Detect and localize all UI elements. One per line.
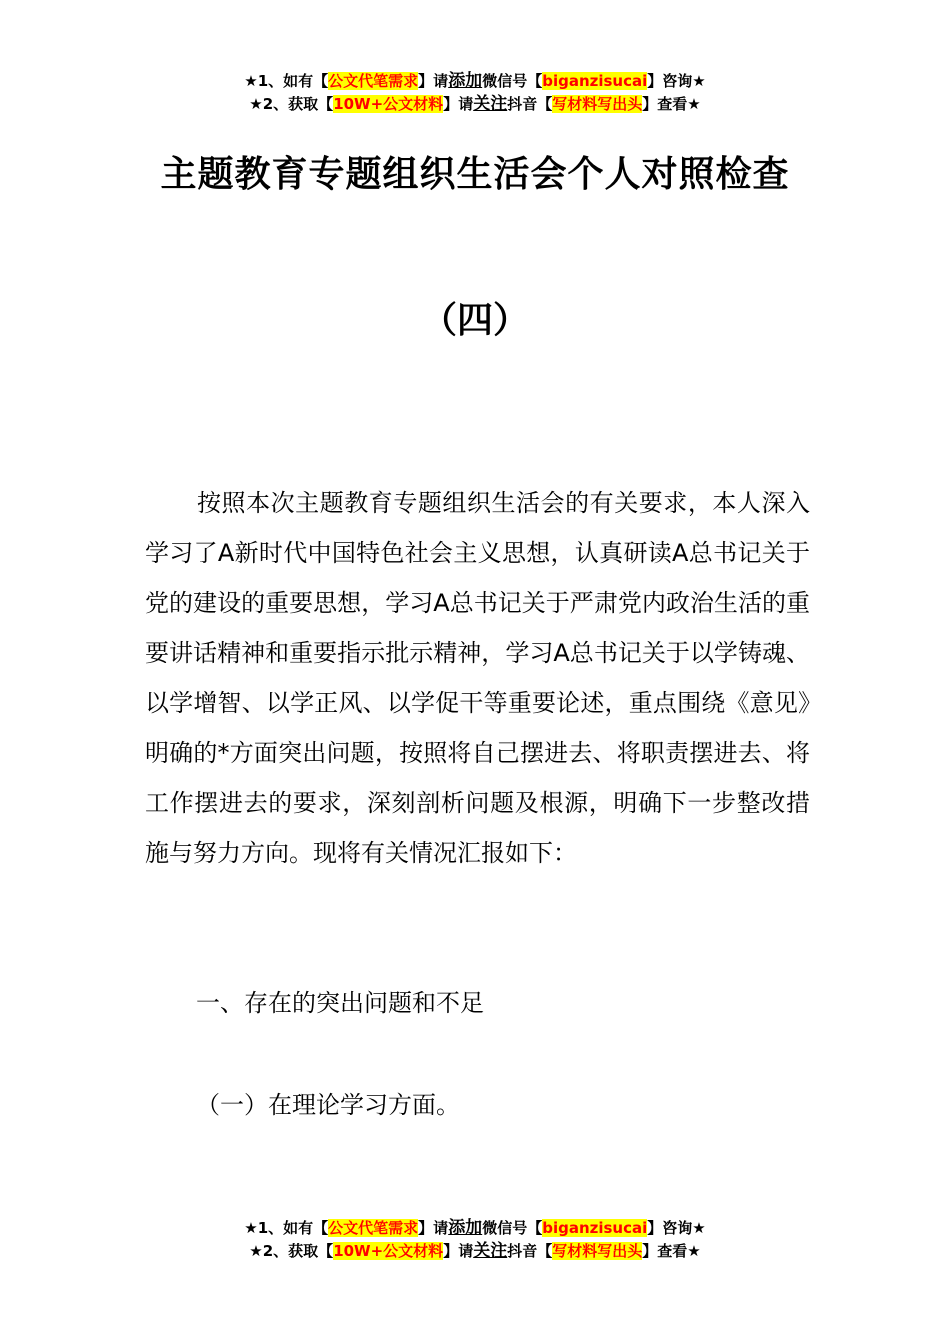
intro-paragraph: 按照本次主题教育专题组织生活会的有关要求，本人深入学习了A新时代中国特色社会主义思想，认真研读A总书记关于党的建设的重要思想，学习A总书记关于严肃党内政治生活的重要讲话精神和重要指示批示精神，学习A总书记关于以学铸魂、以学增智、以学正风、以学促干等重要论述，重点围绕《意见》明确的*方面突出问题，按照将自己摆进去、将职责摆进去、将工作摆进去的要求，深刻剖析问题及根源，明确下一步整改措施与努力方向。现将有关情况汇报如下： bbox=[145, 489, 810, 867]
footer-promo-banner bbox=[0, 1217, 950, 1263]
promo-underlined: 添加 bbox=[448, 1218, 483, 1238]
promo-line-2 bbox=[0, 93, 950, 116]
promo-highlight: 写材料写出头 bbox=[552, 1242, 643, 1260]
promo-text: 】请 bbox=[443, 95, 474, 113]
promo-highlight: biganzisucai bbox=[542, 72, 648, 90]
promo-text: 】咨询★ bbox=[647, 1219, 706, 1237]
promo-highlight: 10W+公文材料 bbox=[333, 1242, 444, 1260]
subsection-heading: （一）在理论学习方面。 bbox=[196, 1091, 460, 1119]
promo-text: 微信号【 bbox=[482, 72, 543, 90]
promo-text: 】请 bbox=[443, 1242, 474, 1260]
promo-highlight: 写材料写出头 bbox=[552, 95, 643, 113]
promo-text: 微信号【 bbox=[482, 1219, 543, 1237]
document-subtitle: （四） bbox=[420, 300, 529, 341]
promo-underlined: 添加 bbox=[448, 71, 483, 91]
promo-text: ★1、如有【 bbox=[244, 1219, 329, 1237]
section-heading: 一、存在的突出问题和不足 bbox=[196, 989, 484, 1017]
promo-line-1 bbox=[0, 1217, 950, 1240]
document-title: 主题教育专题组织生活会个人对照检查 bbox=[160, 154, 790, 195]
promo-text: 】查看★ bbox=[642, 95, 701, 113]
promo-highlight: 10W+公文材料 bbox=[333, 95, 444, 113]
promo-text: ★2、获取【 bbox=[249, 1242, 334, 1260]
promo-highlight: biganzisucai bbox=[542, 1219, 648, 1237]
promo-text: 】请 bbox=[418, 1219, 449, 1237]
promo-underlined: 关注 bbox=[473, 1241, 508, 1261]
header-promo-banner bbox=[0, 70, 950, 116]
promo-text: 】请 bbox=[418, 72, 449, 90]
promo-text: 】咨询★ bbox=[647, 72, 706, 90]
promo-text: 】查看★ bbox=[642, 1242, 701, 1260]
promo-text: 抖音【 bbox=[507, 1242, 553, 1260]
promo-highlight: 公文代笔需求 bbox=[328, 72, 419, 90]
promo-text: ★2、获取【 bbox=[249, 95, 334, 113]
promo-text: ★1、如有【 bbox=[244, 72, 329, 90]
promo-line-1 bbox=[0, 70, 950, 93]
promo-text: 抖音【 bbox=[507, 95, 553, 113]
promo-line-2 bbox=[0, 1240, 950, 1263]
promo-highlight: 公文代笔需求 bbox=[328, 1219, 419, 1237]
promo-underlined: 关注 bbox=[473, 94, 508, 114]
